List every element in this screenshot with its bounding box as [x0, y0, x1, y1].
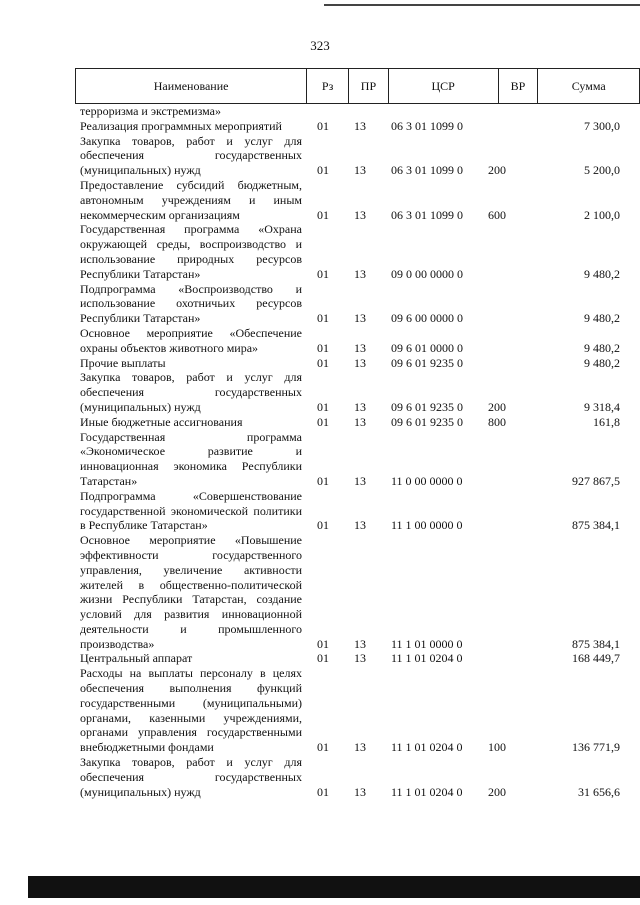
row-rz: 01 [317, 163, 329, 178]
row-csr: 06 3 01 1099 0 [391, 163, 463, 178]
row-rz: 01 [317, 473, 329, 488]
row-pr: 13 [354, 207, 366, 222]
row-name: Расходы на выплаты персоналу в целях обеспечения выполнения функций государственными (муниципальными) органами, казенными учреждениями, органами управления государственными внебюджетными фондами [80, 666, 302, 755]
row-sum: 927 867,5 [572, 473, 620, 488]
row-values [0, 163, 640, 178]
row-name: Закупка товаров, работ и услуг для обеспечения государственных (муниципальных) нужд [80, 133, 302, 178]
row-name: Закупка товаров, работ и услуг для обеспечения государственных (муниципальных) нужд [80, 370, 302, 414]
row-name: Прочие выплаты [80, 355, 166, 370]
row-values [0, 740, 640, 755]
row-values [0, 267, 640, 282]
row-rz: 01 [317, 740, 329, 755]
row-csr: 09 6 01 0000 0 [391, 340, 463, 355]
row-pr: 13 [354, 311, 366, 326]
header-pr: ПР [349, 69, 389, 103]
row-pr: 13 [354, 266, 366, 281]
row-name: Предоставление субсидий бюджетным, автономным учреждениям и иным некоммерческим организациям [80, 177, 302, 222]
table-row [0, 533, 640, 651]
row-pr: 13 [354, 784, 366, 799]
row-pr: 13 [354, 518, 366, 533]
row-values [0, 415, 640, 430]
row-values [0, 474, 640, 489]
table-row [0, 134, 640, 178]
row-values [0, 637, 640, 652]
row-sum: 9 480,2 [584, 340, 620, 355]
row-csr: 09 6 01 9235 0 [391, 414, 463, 429]
row-values [0, 785, 640, 800]
row-pr: 13 [354, 340, 366, 355]
row-rz: 01 [317, 651, 329, 666]
table-row [0, 119, 640, 134]
row-pr: 13 [354, 118, 366, 133]
table-row [0, 356, 640, 371]
row-name: Основное мероприятие «Повышение эффективности государственного управления, увеличение активности жителей в общественно-политической жизни Республики Татарстан, создание условий для развития инновационной деятельности и промышленного производства» [80, 533, 302, 651]
row-csr: 11 1 01 0000 0 [391, 636, 463, 651]
row-sum: 168 449,7 [572, 651, 620, 666]
row-sum: 7 300,0 [584, 118, 620, 133]
row-rz: 01 [317, 311, 329, 326]
table-row [0, 326, 640, 356]
row-sum: 875 384,1 [572, 518, 620, 533]
table-row [0, 222, 640, 281]
table-row [0, 370, 640, 414]
table-row [0, 755, 640, 799]
table-row [0, 489, 640, 533]
row-pr: 13 [354, 740, 366, 755]
row-sum: 31 656,6 [578, 784, 620, 799]
row-csr: 11 1 01 0204 0 [391, 784, 463, 799]
row-csr: 09 6 01 9235 0 [391, 399, 463, 414]
row-values [0, 518, 640, 533]
table-row [0, 104, 640, 119]
row-sum: 9 480,2 [584, 355, 620, 370]
header-name: Наименование [76, 69, 307, 103]
row-vr: 200 [488, 399, 506, 414]
top-rule [324, 4, 640, 6]
table-header [75, 68, 640, 104]
row-sum: 136 771,9 [572, 740, 620, 755]
bottom-scan-edge [28, 876, 640, 898]
row-rz: 01 [317, 784, 329, 799]
row-rz: 01 [317, 399, 329, 414]
table-row [0, 178, 640, 222]
row-pr: 13 [354, 355, 366, 370]
row-rz: 01 [317, 355, 329, 370]
table-row [0, 430, 640, 489]
row-pr: 13 [354, 414, 366, 429]
row-vr: 200 [488, 784, 506, 799]
header-sum: Сумма [571, 78, 606, 93]
row-csr: 11 1 01 0204 0 [391, 651, 463, 666]
row-rz: 01 [317, 340, 329, 355]
table-row [0, 282, 640, 326]
row-name: Реализация программных мероприятий [80, 118, 282, 133]
row-vr: 600 [488, 207, 506, 222]
row-values [0, 311, 640, 326]
row-pr: 13 [354, 399, 366, 414]
row-name: Государственная программа «Охрана окружающей среды, воспроизводство и использование природных ресурсов Республики Татарстан» [80, 222, 302, 281]
row-name: Государственная программа «Экономическое развитие и инновационная экономика Республики Татарстан» [80, 429, 302, 488]
row-values [0, 341, 640, 356]
row-rz: 01 [317, 118, 329, 133]
table-row [0, 415, 640, 430]
row-name: Подпрограмма «Совершенствование государственной экономической политики в Республике Татарстан» [80, 488, 302, 533]
row-name: Закупка товаров, работ и услуг для обеспечения государственных (муниципальных) нужд [80, 755, 302, 799]
row-sum: 2 100,0 [584, 207, 620, 222]
row-csr: 09 0 00 0000 0 [391, 266, 463, 281]
row-pr: 13 [354, 636, 366, 651]
row-sum: 9 480,2 [584, 311, 620, 326]
row-rz: 01 [317, 636, 329, 651]
row-name: Подпрограмма «Воспроизводство и использование охотничьих ресурсов Республики Татарстан» [80, 281, 302, 326]
row-name: Основное мероприятие «Обеспечение охраны объектов животного мира» [80, 325, 302, 355]
row-name: Центральный аппарат [80, 651, 193, 666]
row-csr: 11 1 00 0000 0 [391, 518, 463, 533]
table-body [0, 104, 640, 799]
header-rz: Рз [307, 69, 349, 103]
row-csr: 06 3 01 1099 0 [391, 207, 463, 222]
row-values [0, 400, 640, 415]
row-vr: 100 [488, 740, 506, 755]
row-pr: 13 [354, 473, 366, 488]
row-pr: 13 [354, 651, 366, 666]
row-pr: 13 [354, 163, 366, 178]
row-rz: 01 [317, 518, 329, 533]
row-values [0, 651, 640, 666]
row-csr: 11 1 01 0204 0 [391, 740, 463, 755]
row-vr: 200 [488, 163, 506, 178]
row-sum: 875 384,1 [572, 636, 620, 651]
row-values [0, 119, 640, 134]
row-name: Иные бюджетные ассигнования [80, 414, 243, 429]
header-vr: ВР [499, 69, 539, 103]
row-vr: 800 [488, 414, 506, 429]
row-sum: 9 480,2 [584, 266, 620, 281]
table-row [0, 666, 640, 755]
row-rz: 01 [317, 266, 329, 281]
row-csr: 09 6 01 9235 0 [391, 355, 463, 370]
row-values [0, 208, 640, 223]
page-number: 323 [310, 38, 330, 53]
row-csr: 09 6 00 0000 0 [391, 311, 463, 326]
row-name: терроризма и экстремизма» [80, 104, 221, 118]
row-sum: 161,8 [593, 414, 620, 429]
header-csr: ЦСР [389, 69, 499, 103]
row-csr: 11 0 00 0000 0 [391, 473, 463, 488]
row-rz: 01 [317, 414, 329, 429]
row-values [0, 104, 640, 119]
row-values [0, 356, 640, 371]
row-sum: 5 200,0 [584, 163, 620, 178]
row-sum: 9 318,4 [584, 399, 620, 414]
table-row [0, 651, 640, 666]
row-csr: 06 3 01 1099 0 [391, 118, 463, 133]
row-rz: 01 [317, 207, 329, 222]
